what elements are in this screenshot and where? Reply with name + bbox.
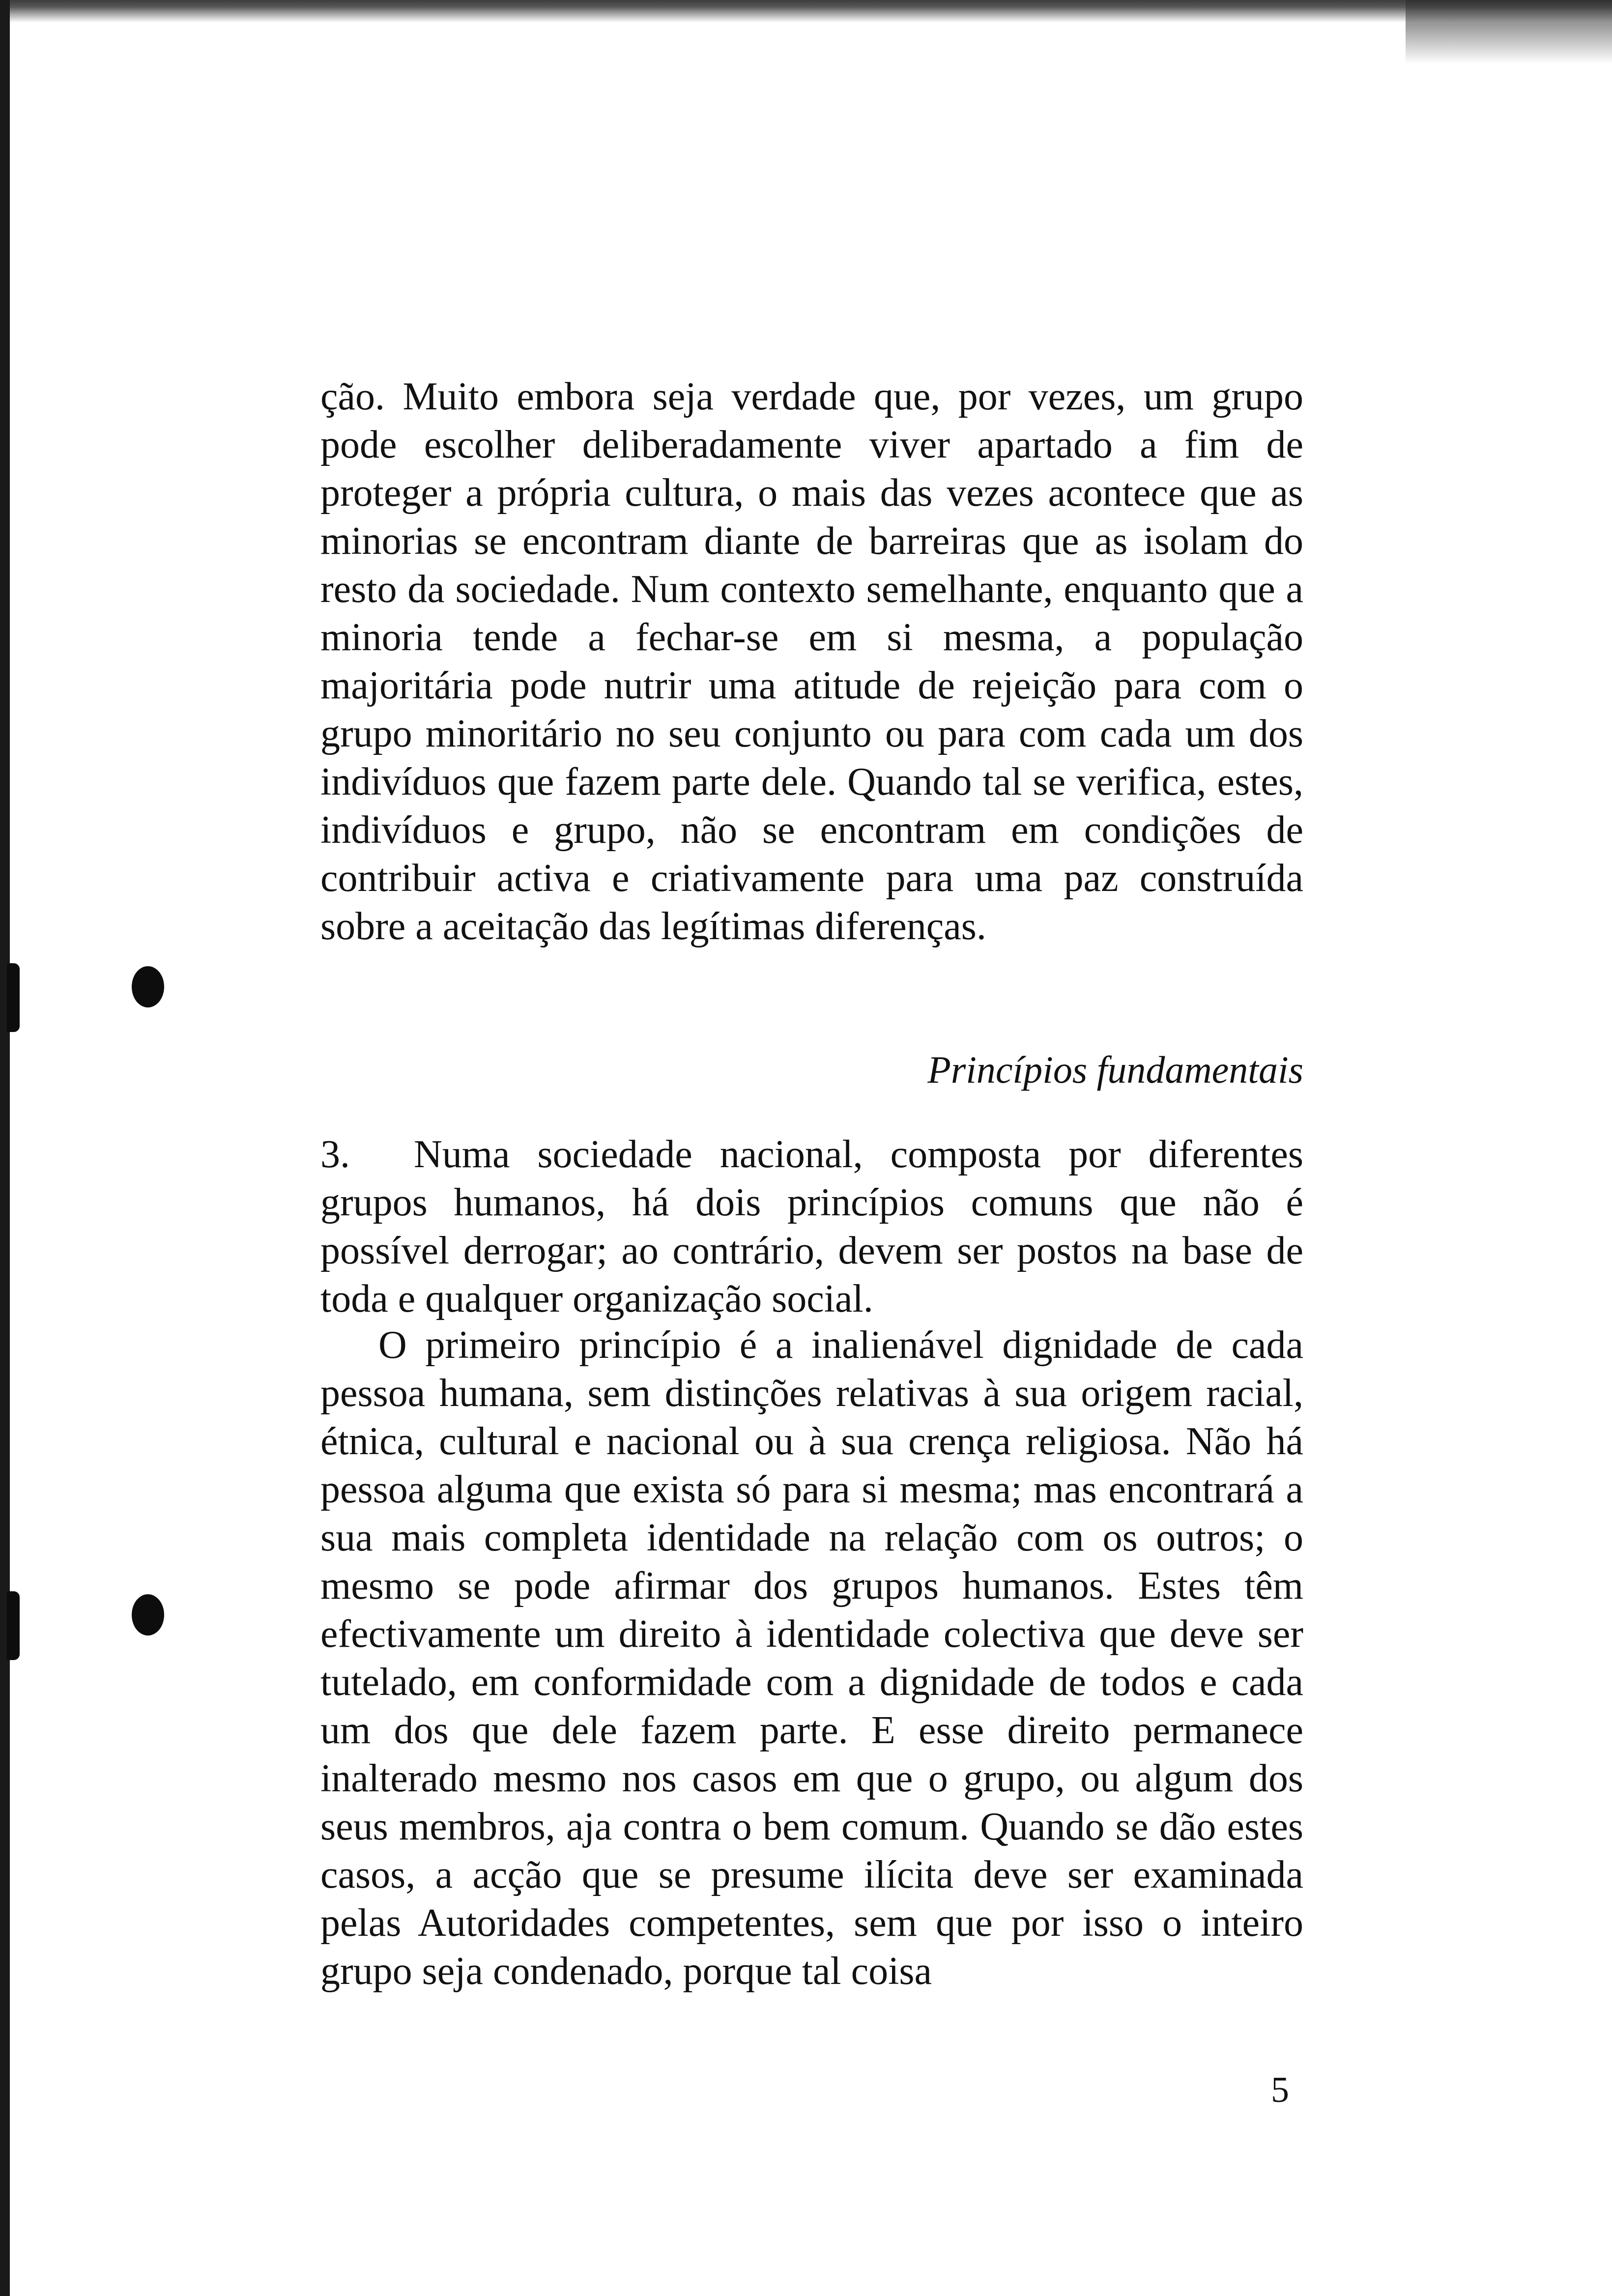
paragraph-number: 3.	[320, 1133, 350, 1176]
scan-top-edge	[0, 0, 1612, 23]
paragraph-indented	[320, 1321, 1303, 1995]
page-number: 5	[1271, 2070, 1289, 2110]
paragraph-text: Numa sociedade nacional, composta por diferentes grupos humanos, há dois princípios comuns que não é possível derrogar; ao contrário, devem ser postos na base de toda e qualquer organização social.	[320, 1133, 1303, 1320]
section-heading: Princípios fundamentais	[927, 1048, 1303, 1091]
punch-hole-upper	[132, 966, 164, 1007]
paragraph-text: O primeiro princípio é a inalienável dignidade de cada pessoa humana, sem distinções relativas à sua origem racial, étnica, cultural e nacional ou à sua crença religiosa. Não há pessoa alguma que exista só para si mesma; mas encontrará a sua mais completa identidade na relação com os outros; o mesmo se pode afirmar dos grupos humanos. Estes têm efectivamente um direito à identidade colectiva que deve ser tutelado, em conformidade com a dignidade de todos e cada um dos que dele fazem parte. E esse direito permanece inalterado mesmo nos casos em que o grupo, ou algum dos seus membros, aja contra o bem comum. Quando se dão estes casos, a acção que se presume ilícita deve ser examinada pelas Autoridades competentes, sem que por isso o inteiro grupo seja condenado, porque tal coisa	[320, 1323, 1303, 1993]
paragraph-numbered	[320, 1130, 1303, 1323]
scan-left-edge	[0, 0, 10, 2296]
paragraph-text: ção. Muito embora seja verdade que, por vezes, um grupo pode escolher deliberadamente viver apartado a fim de proteger a própria cultura, o mais das vezes acontece que as minorias se encontram diante de barreiras que as isolam do resto da sociedade. Num contexto semelhante, enquanto que a minoria tende a fechar-se em si mesma, a população majoritária pode nutrir uma atitude de rejeição para com o grupo minoritário no seu conjunto ou para com cada um dos indivíduos que fazem parte dele. Quando tal se verifica, estes, indivíduos e grupo, não se encontram em condições de contribuir activa e criativamente para uma paz construída sobre a aceitação das legítimas diferenças.	[320, 375, 1303, 948]
binding-tab-lower	[7, 1591, 20, 1660]
paragraph-continuation	[320, 373, 1303, 950]
binding-tab-upper	[7, 963, 20, 1032]
scan-top-right-shadow	[1406, 0, 1612, 64]
punch-hole-lower	[132, 1594, 164, 1636]
